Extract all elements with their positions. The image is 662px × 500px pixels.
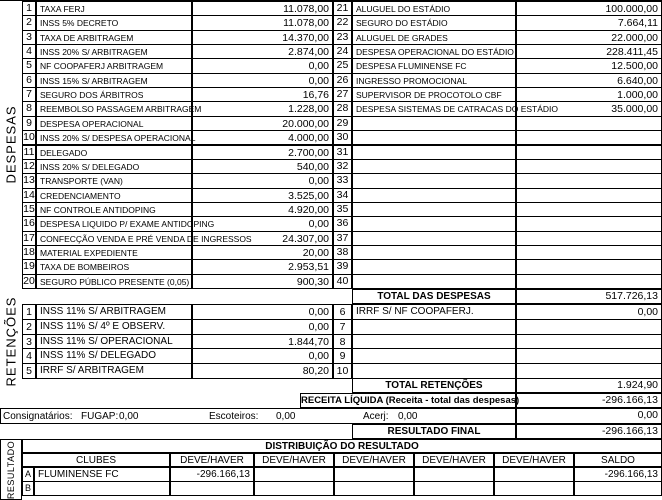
total-despesas-value: 517.726,13	[516, 289, 662, 304]
despesa-row-right-label	[352, 130, 516, 145]
dist-header-6: SALDO	[574, 453, 662, 467]
despesa-row-left-label: TAXA FERJ	[36, 1, 192, 16]
distribuicao-title: DISTRIBUIÇÃO DO RESULTADO	[22, 439, 662, 453]
dist-row-empty	[254, 467, 334, 482]
despesa-row-right-label: ALUGUEL DO ESTÁDIO	[352, 1, 516, 16]
despesa-row-right-value	[516, 216, 662, 231]
dist-row-letter: B	[22, 481, 34, 496]
receita-liquida-value: -296.166,13	[516, 393, 662, 408]
dist-header-0: CLUBES	[22, 453, 170, 467]
despesa-row-right-value: 1.000,00	[516, 87, 662, 102]
despesa-row-left-label: INSS 5% DECRETO	[36, 15, 192, 30]
despesa-row-right-value	[516, 245, 662, 260]
retencao-row-left-number: 5	[22, 363, 36, 379]
despesa-row-left-number: 6	[22, 73, 36, 88]
despesa-row-right-label	[352, 259, 516, 274]
despesa-row-left-label: NF CONTROLE ANTIDOPING	[36, 202, 192, 217]
despesa-row-left-value: 20.000,00	[192, 116, 333, 131]
dist-row-saldo	[574, 481, 662, 496]
despesa-row-left-number: 5	[22, 58, 36, 73]
despesa-row-right-number: 32	[333, 159, 352, 174]
retencao-row-right-label	[352, 348, 516, 364]
despesa-row-left-number: 20	[22, 274, 36, 289]
retencao-row-left-number: 3	[22, 334, 36, 350]
despesa-row-left-number: 12	[22, 159, 36, 174]
resultado-final-label: RESULTADO FINAL	[352, 424, 516, 439]
retencao-row-left-value: 80,20	[192, 363, 333, 379]
dist-row-empty	[254, 481, 334, 496]
receita-liquida-label: RECEITA LÍQUIDA (Receita - total das despesas)	[301, 395, 520, 406]
acerj-label: Acerj:	[363, 411, 389, 422]
despesa-row-right-value	[516, 259, 662, 274]
despesa-row-left-value: 20,00	[192, 245, 333, 260]
fugap-label: FUGAP:	[81, 411, 119, 422]
despesa-row-left-value: 16,76	[192, 87, 333, 102]
despesa-row-right-number: 39	[333, 259, 352, 274]
despesa-row-right-number: 28	[333, 101, 352, 116]
despesa-row-left-number: 9	[22, 116, 36, 131]
despesa-row-left-value: 11.078,00	[192, 1, 333, 16]
escoteiros-value: 0,00	[276, 411, 296, 422]
despesa-row-right-value	[516, 159, 662, 174]
retencao-row-left-value: 1.844,70	[192, 334, 333, 350]
despesa-row-right-value: 22.000,00	[516, 30, 662, 45]
despesa-row-left-number: 15	[22, 202, 36, 217]
despesa-row-right-number: 24	[333, 44, 352, 59]
dist-header-4: DEVE/HAVER	[414, 453, 494, 467]
dist-row-empty	[334, 481, 414, 496]
despesa-row-left-value: 2.953,51	[192, 259, 333, 274]
despesa-row-left-value: 4.000,00	[192, 130, 333, 145]
retencao-row-right-label: IRRF S/ NF COOPAFERJ.	[352, 304, 516, 320]
despesa-row-right-number: 35	[333, 202, 352, 217]
despesas-section-label: DESPESAS	[3, 104, 19, 184]
despesa-row-right-label: SUPERVISOR DE PROCOTOLO CBF	[352, 87, 516, 102]
retencao-row-right-label	[352, 334, 516, 350]
despesa-row-left-number: 11	[22, 145, 36, 160]
despesa-row-left-number: 3	[22, 30, 36, 45]
despesa-row-right-number: 22	[333, 15, 352, 30]
retencao-row-right-label	[352, 319, 516, 335]
despesa-row-left-label: TAXA DE BOMBEIROS	[36, 259, 192, 274]
retencao-row-right-number: 9	[333, 348, 352, 364]
dist-row-empty	[334, 467, 414, 482]
despesa-row-left-number: 7	[22, 87, 36, 102]
despesa-row-left-value: 4.920,00	[192, 202, 333, 217]
despesa-row-right-number: 29	[333, 116, 352, 131]
despesa-row-right-value: 100.000,00	[516, 1, 662, 16]
despesa-row-right-value: 6.640,00	[516, 73, 662, 88]
despesa-row-left-number: 18	[22, 245, 36, 260]
retencao-row-right-number: 10	[333, 363, 352, 379]
despesa-row-right-label	[352, 216, 516, 231]
despesa-row-left-label: DELEGADO	[36, 145, 192, 160]
despesa-row-left-value: 0,00	[192, 173, 333, 188]
despesa-row-right-label	[352, 231, 516, 246]
despesa-row-left-number: 17	[22, 231, 36, 246]
despesa-row-left-number: 16	[22, 216, 36, 231]
retencao-row-left-label: INSS 11% S/ ARBITRAGEM	[36, 304, 192, 320]
retencao-row-left-label: INSS 11% S/ 4º E OBSERV.	[36, 319, 192, 335]
despesa-row-left-label: INSS 20% S/ ARBITRAGEM	[36, 44, 192, 59]
despesa-row-left-value: 0,00	[192, 216, 333, 231]
despesa-row-right-number: 21	[333, 1, 352, 16]
retencao-row-right-number: 6	[333, 304, 352, 320]
retencao-row-right-value	[516, 363, 662, 379]
dist-row-empty	[414, 467, 494, 482]
retencao-row-left-label: INSS 11% S/ OPERACIONAL	[36, 334, 192, 350]
dist-header-3: DEVE/HAVER	[334, 453, 414, 467]
despesa-row-left-value: 0,00	[192, 58, 333, 73]
despesa-row-right-number: 27	[333, 87, 352, 102]
total-retencoes-label: TOTAL RETENÇÕES	[352, 378, 516, 393]
despesa-row-right-label	[352, 173, 516, 188]
retencao-row-right-number: 8	[333, 334, 352, 350]
retencao-row-right-value: 0,00	[516, 304, 662, 320]
despesa-row-right-label: INGRESSO PROMOCIONAL	[352, 73, 516, 88]
despesa-row-right-label	[352, 159, 516, 174]
despesa-row-left-number: 19	[22, 259, 36, 274]
despesa-row-left-value: 2.874,00	[192, 44, 333, 59]
despesa-row-right-value: 12.500,00	[516, 58, 662, 73]
despesa-row-left-label: REEMBOLSO PASSAGEM ARBITRAGEM	[36, 101, 192, 116]
despesa-row-left-label: CONFECÇÃO VENDA E PRÉ VENDA DE INGRESSOS	[36, 231, 192, 246]
despesa-row-right-number: 33	[333, 173, 352, 188]
despesa-row-right-value	[516, 202, 662, 217]
despesa-row-left-value: 24.307,00	[192, 231, 333, 246]
despesa-row-right-label	[352, 188, 516, 203]
despesa-row-right-value: 228.411,45	[516, 44, 662, 59]
despesa-row-right-value	[516, 130, 662, 145]
despesa-row-left-label: TAXA DE ARBITRAGEM	[36, 30, 192, 45]
despesa-row-left-label: INSS 20% S/ DESPESA OPERACIONAL	[36, 130, 192, 145]
despesa-row-right-number: 31	[333, 145, 352, 160]
despesa-row-left-label: MATERIAL EXPEDIENTE	[36, 245, 192, 260]
despesa-row-right-label: DESPESA FLUMINENSE FC	[352, 58, 516, 73]
despesa-row-left-value: 0,00	[192, 73, 333, 88]
despesa-row-left-label: DESPESA OPERACIONAL	[36, 116, 192, 131]
retencao-row-right-value	[516, 334, 662, 350]
despesa-row-right-label	[352, 245, 516, 260]
fugap-value: 0,00	[119, 411, 139, 422]
despesa-row-left-value: 11.078,00	[192, 15, 333, 30]
despesa-row-left-label: SEGURO DOS ÁRBITROS	[36, 87, 192, 102]
retencao-row-left-value: 0,00	[192, 304, 333, 320]
despesa-row-right-number: 25	[333, 58, 352, 73]
escoteiros-label: Escoteiros:	[209, 411, 259, 422]
despesa-row-right-value	[516, 274, 662, 289]
despesa-row-right-value: 7.664,11	[516, 15, 662, 30]
retencao-row-right-value	[516, 348, 662, 364]
despesa-row-left-label: INSS 20% S/ DELEGADO	[36, 159, 192, 174]
despesa-row-left-label: CREDENCIAMENTO	[36, 188, 192, 203]
despesa-row-right-label	[352, 274, 516, 289]
dist-header-1: DEVE/HAVER	[170, 453, 254, 467]
despesa-row-left-value: 2.700,00	[192, 145, 333, 160]
acerj-value: 0,00	[398, 411, 418, 422]
despesa-row-right-number: 37	[333, 231, 352, 246]
despesa-row-right-label: DESPESA SISTEMAS DE CATRACAS DO ESTÁDIO	[352, 101, 516, 116]
despesa-row-left-label: NF COOPAFERJ ARBITRAGEM	[36, 58, 192, 73]
resultado-final-value: -296.166,13	[516, 424, 662, 439]
retencoes-section-label: RETENÇÕES	[3, 296, 19, 386]
despesa-row-right-value	[516, 116, 662, 131]
despesa-row-left-label: DESPESA LIQUIDO P/ EXAME ANTIDOPING	[36, 216, 192, 231]
despesa-row-right-label: ALUGUEL DE GRADES	[352, 30, 516, 45]
retencao-row-left-number: 4	[22, 348, 36, 364]
consignatarios-row	[0, 408, 516, 424]
despesa-row-right-number: 30	[333, 130, 352, 145]
total-despesas-label: TOTAL DAS DESPESAS	[352, 289, 516, 304]
despesa-row-right-label: SEGURO DO ESTÁDIO	[352, 15, 516, 30]
despesa-row-right-label	[352, 202, 516, 217]
dist-row-saldo: -296.166,13	[574, 467, 662, 482]
dist-row-club: FLUMINENSE FC	[34, 467, 170, 482]
despesa-row-right-number: 34	[333, 188, 352, 203]
despesa-row-right-label	[352, 116, 516, 131]
despesa-row-left-number: 2	[22, 15, 36, 30]
dist-row-dh1	[170, 481, 254, 496]
dist-row-club	[34, 481, 170, 496]
despesa-row-left-value: 900,30	[192, 274, 333, 289]
despesa-row-left-label: INSS 15% S/ ARBITRAGEM	[36, 73, 192, 88]
despesa-row-right-number: 23	[333, 30, 352, 45]
resultado-section-label: RESULTADO	[0, 439, 22, 500]
retencao-row-right-label	[352, 363, 516, 379]
despesa-row-left-value: 3.525,00	[192, 188, 333, 203]
despesa-row-right-value	[516, 173, 662, 188]
despesa-row-right-label	[352, 145, 516, 160]
despesa-row-right-label: DESPESA OPERACIONAL DO ESTÁDIO	[352, 44, 516, 59]
retencao-row-left-label: INSS 11% S/ DELEGADO	[36, 348, 192, 364]
despesa-row-left-number: 14	[22, 188, 36, 203]
despesa-row-right-value	[516, 231, 662, 246]
despesa-row-left-number: 10	[22, 130, 36, 145]
dist-row-empty	[414, 481, 494, 496]
despesa-row-left-number: 13	[22, 173, 36, 188]
retencao-row-right-number: 7	[333, 319, 352, 335]
despesa-row-right-value	[516, 145, 662, 160]
despesa-row-right-number: 36	[333, 216, 352, 231]
despesa-row-left-value: 1.228,00	[192, 101, 333, 116]
dist-row-dh1: -296.166,13	[170, 467, 254, 482]
retencao-row-left-number: 1	[22, 304, 36, 320]
despesa-row-left-number: 1	[22, 1, 36, 16]
dist-row-letter: A	[22, 467, 34, 482]
despesa-row-right-number: 26	[333, 73, 352, 88]
despesa-row-right-value: 35.000,00	[516, 101, 662, 116]
despesa-row-left-value: 14.370,00	[192, 30, 333, 45]
consignatarios-label: Consignatários:	[3, 411, 73, 422]
consignatarios-total: 0,00	[516, 408, 662, 424]
retencao-row-right-value	[516, 319, 662, 335]
dist-row-empty	[494, 467, 574, 482]
despesa-row-right-number: 38	[333, 245, 352, 260]
dist-header-5: DEVE/HAVER	[494, 453, 574, 467]
despesa-row-left-value: 540,00	[192, 159, 333, 174]
retencao-row-left-label: IRRF S/ ARBITRAGEM	[36, 363, 192, 379]
despesa-row-left-number: 4	[22, 44, 36, 59]
retencao-row-left-number: 2	[22, 319, 36, 335]
dist-row-empty	[494, 481, 574, 496]
despesa-row-right-number: 40	[333, 274, 352, 289]
retencao-row-left-value: 0,00	[192, 319, 333, 335]
retencao-row-left-value: 0,00	[192, 348, 333, 364]
despesa-row-right-value	[516, 188, 662, 203]
despesa-row-left-number: 8	[22, 101, 36, 116]
despesa-row-left-label: TRANSPORTE (VAN)	[36, 173, 192, 188]
despesa-row-left-label: SEGURO PÚBLICO PRESENTE (0,05)	[36, 274, 192, 289]
total-retencoes-value: 1.924,90	[516, 378, 662, 393]
dist-header-2: DEVE/HAVER	[254, 453, 334, 467]
